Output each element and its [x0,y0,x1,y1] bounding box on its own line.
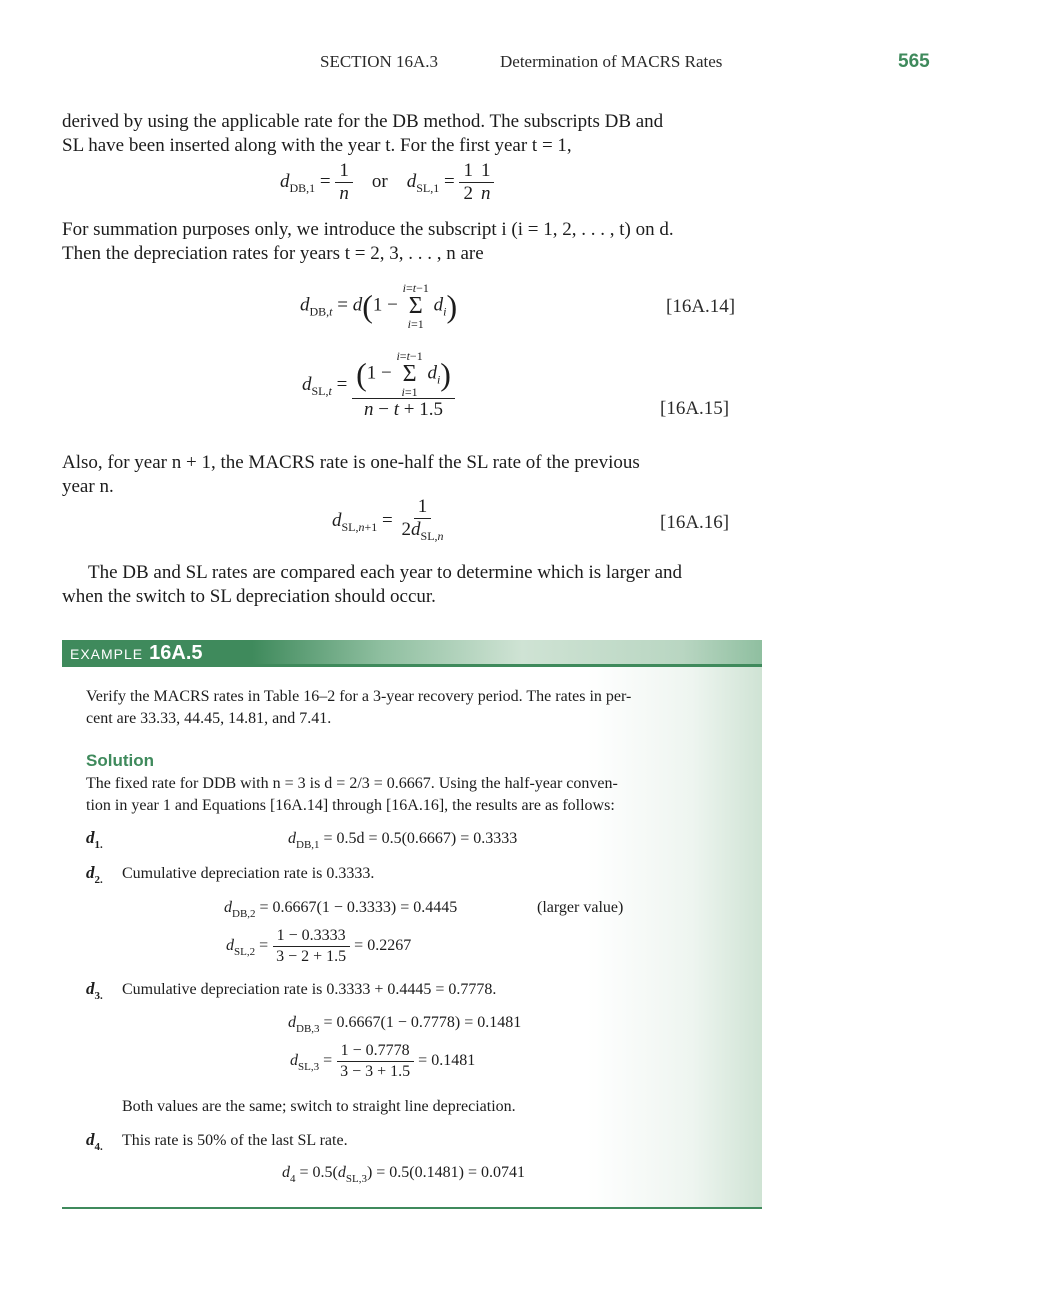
step-d3-note: Both values are the same; switch to straight line depreciation. [122,1098,516,1115]
step-d1-value: = 0.5d = 0.5(0.6667) = 0.3333 [323,830,518,847]
step-d2-label: $d_{2.}$ [86,863,103,886]
solution-heading: Solution [86,751,154,770]
para-4 [62,561,682,609]
equation-16a16: $d_{SL,n+1}$ = $\frac{1}{2d_{SL,n}}$ [332,496,444,543]
equation-16a15: $d_{SL,t}$ = (1 − i=t−1 Σ i=1 $d_i$) n − t + 1.5 [302,350,455,421]
step-d3-label: $d_{3.}$ [86,979,103,1002]
example-problem-line-1: Verify the MACRS rates in Table 16–2 for a 3-year recovery period. The rates in per- [86,688,632,705]
section-label: SECTION 16A.3 [320,52,439,71]
step-d2-db-equation: $d_{DB,2} = 0.6667(1 - 0.3333) = 0.4445$ [224,899,458,920]
running-title: Determination of MACRS Rates [500,52,723,71]
step-d3-db-equation: $d_{DB,3} = 0.6667(1 - 0.7778) = 0.1481$ [288,1014,522,1035]
equation-number-16a16: [16A.16] [660,512,730,533]
step-d2-db-value: = 0.6667(1 − 0.3333) = 0.4445 [259,899,458,916]
solution-intro-line-1: The fixed rate for DDB with n = 3 is d = 2/3 = 0.6667. Using the half-year conven- [86,775,618,792]
equation-number-16a15: [16A.15] [660,398,730,419]
step-d1-equation: $d_{DB,1} = 0.5d = 0.5(0.6667) = 0.3333$ [288,830,518,851]
equation-first-year: $d_{DB,1}$ = $\frac{1}{n}$ or $d_{SL,1}$ = $\frac{1}{2}$ $\frac{1}{n}$ [280,160,494,205]
example-number: 16A.5 [149,642,203,664]
para-3-line-2: year n. [62,476,114,497]
para-3 [62,451,640,499]
step-d3-text: Cumulative depreciation rate is 0.3333 + 0.4445 = 0.7778. [122,981,497,998]
step-d3-sl-denominator: 3 − 3 + 1.5 [340,1063,411,1080]
step-d3-sl-equation: $d_{SL,3}$ = $\frac{1 - 0.7778}{3 - 3 + 1.5}$ = 0.1481 [290,1042,476,1080]
example-bottom-rule [62,1207,762,1209]
para-1-line-2: SL have been inserted along with the year t. For the first year t = 1, [62,135,572,156]
step-d2-note: (larger value) [537,899,624,916]
step-d2-sl-numerator: 1 − 0.3333 [273,926,350,947]
step-d4-label: $d_{4.}$ [86,1130,103,1153]
equation-number-16a14: [16A.14] [666,296,736,317]
step-d4-text: This rate is 50% of the last SL rate. [122,1132,348,1149]
example-problem [86,686,631,730]
solution-intro-line-2: tion in year 1 and Equations [16A.14] through [16A.16], the results are as follows: [86,797,615,814]
solution-intro [86,773,618,817]
page-number: 565 [898,51,930,72]
para-2-line-2: Then the depreciation rates for years t = 2, 3, . . . , n are [62,243,484,264]
example-title [70,642,203,665]
step-d4-value: = 0.5(0.1481) = 0.0741 [376,1164,525,1181]
example-problem-line-2: cent are 33.33, 44.45, 14.81, and 7.41. [86,710,332,727]
step-d2-sl-value: = 0.2267 [354,937,412,955]
step-d3-db-value: = 0.6667(1 − 0.7778) = 0.1481 [323,1014,522,1031]
step-d4-equation: $d_4 = 0.5(d_{SL,3}) = 0.5(0.1481) = 0.0741$ [282,1164,525,1185]
equation-16a14: $d_{DB,t} = d(1$ − i=t−1 Σ i=1 $d_i$) [300,281,458,331]
para-4-line-1: The DB and SL rates are compared each year to determine which is larger and [88,562,683,583]
example-background [62,667,762,1207]
step-d1-label: $d_{1.}$ [86,828,103,851]
step-d2-text: Cumulative depreciation rate is 0.3333. [122,865,375,882]
para-2-line-1: For summation purposes only, we introduce the subscript i (i = 1, 2, . . . , t) on d. [62,219,674,240]
para-1 [62,110,663,158]
step-d3-sl-value: = 0.1481 [418,1052,476,1070]
para-2 [62,218,674,266]
para-4-line-2: when the switch to SL depreciation should occur. [62,586,436,607]
step-d2-sl-denominator: 3 − 2 + 1.5 [276,948,347,965]
example-label: EXAMPLE [70,646,144,662]
step-d2-sl-equation: $d_{SL,2}$ = $\frac{1 - 0.3333}{3 - 2 + 1.5}$ = 0.2267 [226,927,412,965]
step-d3-sl-numerator: 1 − 0.7778 [337,1041,414,1062]
para-3-line-1: Also, for year n + 1, the MACRS rate is one-half the SL rate of the previous [62,452,640,473]
para-1-line-1: derived by using the applicable rate for the DB method. The subscripts DB and [62,111,664,132]
